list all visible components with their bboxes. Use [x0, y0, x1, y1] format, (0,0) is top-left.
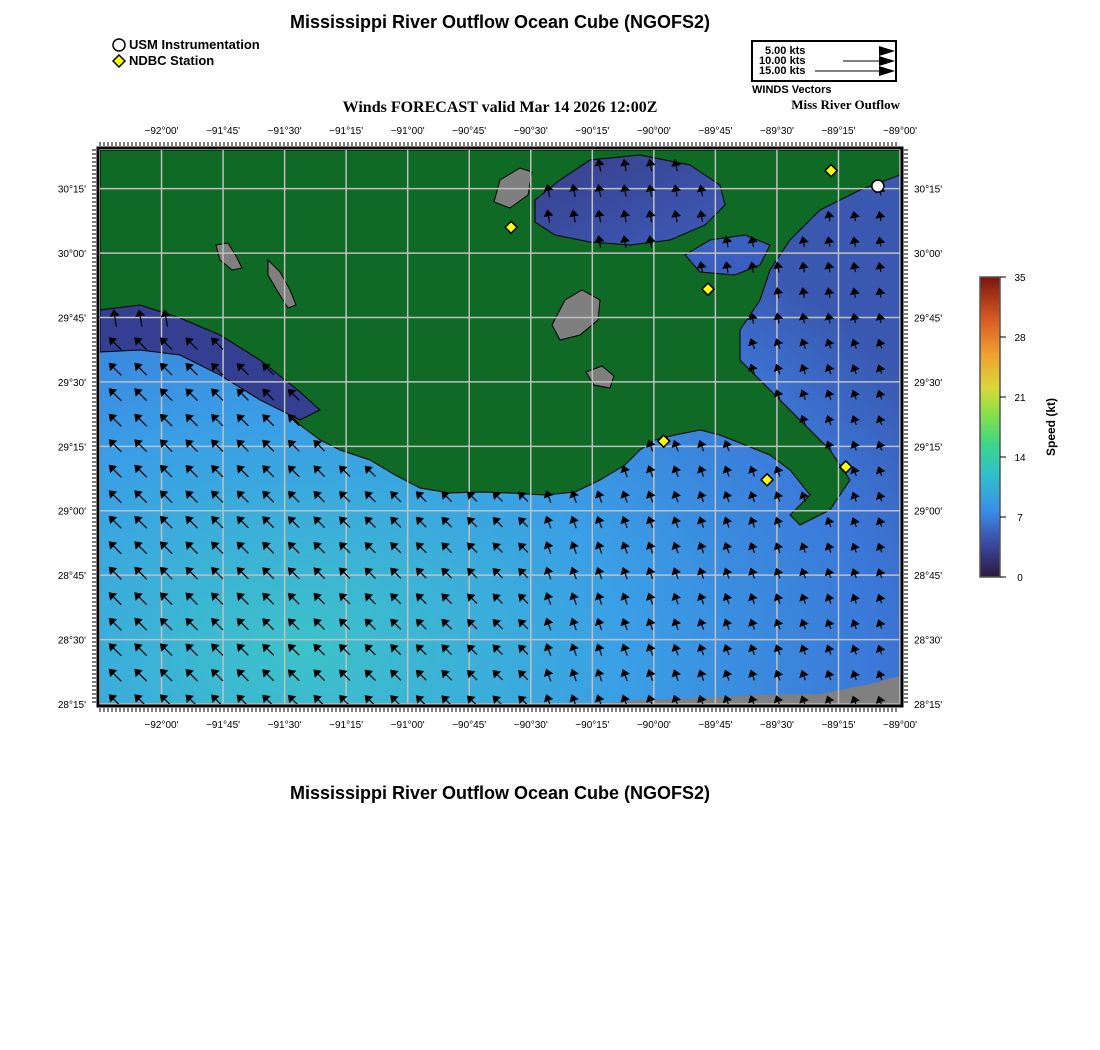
wind-arrow-shaft [829, 320, 830, 324]
lon-tick-label-bottom: −91°45' [206, 720, 241, 731]
lon-tick-label-top: −90°00' [636, 126, 671, 137]
colorbar-tick-label: 0 [1017, 573, 1023, 584]
wind-arrow-shaft [880, 192, 881, 195]
lat-tick-label-left: 29°30' [57, 377, 86, 389]
legend-usm-label: USM Instrumentation [129, 37, 260, 52]
wind-arrow-shaft [702, 268, 703, 273]
wind-arrow-shaft [855, 218, 856, 221]
wind-arrow-shaft [702, 217, 703, 222]
wind-arrow-shaft [829, 294, 830, 298]
speed-colorbar [960, 265, 1080, 595]
lat-tick-label-left: 29°15' [57, 442, 86, 454]
wind-arrow-shaft [702, 191, 703, 196]
wind-arrow-shaft [829, 243, 830, 247]
wind-arrow-shaft [829, 218, 830, 222]
lon-tick-label-top: −89°30' [759, 126, 794, 137]
colorbar-ramp [980, 277, 1000, 577]
colorbar-label: Speed (kt) [1044, 397, 1058, 457]
colorbar-tick-label: 21 [1014, 393, 1026, 404]
lat-tick-label-left: 28°45' [57, 571, 86, 583]
colorbar-ticks [1000, 273, 1026, 584]
region-label: Miss River Outflow [791, 97, 900, 112]
colorbar-tick-label: 35 [1014, 273, 1026, 284]
wind-arrow-shaft [804, 319, 805, 323]
lon-tick-label-bottom: −89°15' [821, 720, 856, 731]
lat-tick-label-left: 30°15' [57, 184, 86, 196]
wind-arrow-shaft [880, 218, 881, 221]
lon-tick-label-bottom: −92°00' [144, 720, 179, 731]
top-title: Mississippi River Outflow Ocean Cube (NGOFS2) [289, 12, 711, 32]
lon-tick-label-bottom: −90°00' [636, 720, 671, 731]
lon-tick-label-bottom: −90°15' [575, 720, 610, 731]
wind-arrow-shaft [880, 269, 881, 272]
lat-tick-label-left: 29°45' [57, 313, 86, 325]
lon-tick-label-top: −91°15' [329, 126, 364, 137]
lat-tick-label-right: 29°00' [914, 506, 943, 518]
lat-tick-label-right: 29°30' [914, 377, 943, 389]
wind-arrow-shaft [727, 268, 728, 273]
lon-ticks-bottom [145, 720, 918, 731]
lon-tick-label-top: −89°45' [698, 126, 733, 137]
vector-key-caption: WINDS Vectors [752, 84, 832, 96]
lon-tick-label-top: −92°00' [144, 126, 179, 137]
wind-arrow-shaft [778, 319, 779, 323]
vector-key-10: 10.00 kts [759, 55, 806, 67]
colorbar-tick-label: 7 [1017, 513, 1023, 524]
wind-arrow-shaft [753, 243, 754, 247]
forecast-title: Winds FORECAST valid Mar 14 2026 12:00Z [342, 99, 658, 116]
lon-tick-label-bottom: −91°30' [267, 720, 302, 731]
wind-arrow-shaft [753, 319, 754, 323]
wind-arrow-shaft [804, 268, 805, 272]
lon-ticks-top [145, 126, 918, 137]
wind-arrow-shaft [804, 243, 805, 247]
lat-tick-label-left: 30°00' [57, 249, 86, 261]
lat-tick-label-left: 28°30' [57, 635, 86, 647]
wind-arrow-shaft [727, 243, 728, 248]
vector-key-15: 15.00 kts [759, 65, 806, 77]
wind-arrow-shaft [855, 269, 856, 272]
bottom-title: Mississippi River Outflow Ocean Cube (NGOFS2) [289, 783, 711, 803]
lon-tick-label-top: −91°00' [390, 126, 425, 137]
lon-tick-label-bottom: −90°30' [513, 720, 548, 731]
colorbar-tick-label: 14 [1014, 453, 1026, 464]
lon-tick-label-top: −91°30' [267, 126, 302, 137]
lat-tick-label-right: 28°30' [914, 635, 943, 647]
wind-arrow-shaft [829, 269, 830, 273]
lon-tick-label-bottom: −89°00' [883, 720, 917, 731]
lon-tick-label-top: −91°45' [206, 126, 241, 137]
wind-arrow-shaft [753, 268, 754, 272]
lon-tick-label-bottom: −90°45' [452, 720, 487, 731]
lat-tick-label-right: 29°15' [914, 442, 943, 454]
lat-tick-label-right: 30°00' [914, 249, 943, 261]
wind-arrow-shaft [880, 243, 881, 246]
lat-tick-label-left: 29°00' [57, 506, 86, 518]
wind-arrow-shaft [804, 294, 805, 298]
wind-arrow-shaft [880, 320, 881, 323]
lat-tick-label-right: 30°15' [914, 184, 943, 196]
lon-tick-label-top: −90°45' [452, 126, 487, 137]
lon-tick-label-bottom: −89°30' [759, 720, 794, 731]
wind-arrow-shaft [778, 294, 779, 298]
lon-tick-label-top: −90°30' [513, 126, 548, 137]
lon-tick-label-top: −89°15' [821, 126, 856, 137]
wind-arrow-shaft [855, 294, 856, 297]
lon-tick-label-bottom: −89°45' [698, 720, 733, 731]
lon-tick-label-bottom: −91°15' [329, 720, 364, 731]
lon-tick-label-top: −90°15' [575, 126, 610, 137]
legend-ndbc-label: NDBC Station [129, 53, 215, 68]
lat-tick-label-left: 28°15' [57, 700, 86, 711]
lat-tick-label-right: 28°15' [914, 700, 943, 711]
usm-station-marker [872, 180, 884, 192]
wind-arrow-shaft [855, 243, 856, 246]
lat-tick-label-right: 28°45' [914, 571, 943, 583]
vector-key-5: 5.00 kts [765, 45, 806, 57]
lat-tick-label-right: 29°45' [914, 313, 943, 325]
colorbar-tick-label: 28 [1014, 333, 1026, 344]
wind-arrow-shaft [778, 268, 779, 272]
lon-tick-label-bottom: −91°00' [390, 720, 425, 731]
lat-ticks-right [914, 185, 942, 711]
lat-ticks-left [58, 185, 86, 711]
wind-arrow-shaft [855, 320, 856, 323]
wind-arrow-shaft [880, 294, 881, 297]
lon-tick-label-top: −89°00' [883, 126, 917, 137]
